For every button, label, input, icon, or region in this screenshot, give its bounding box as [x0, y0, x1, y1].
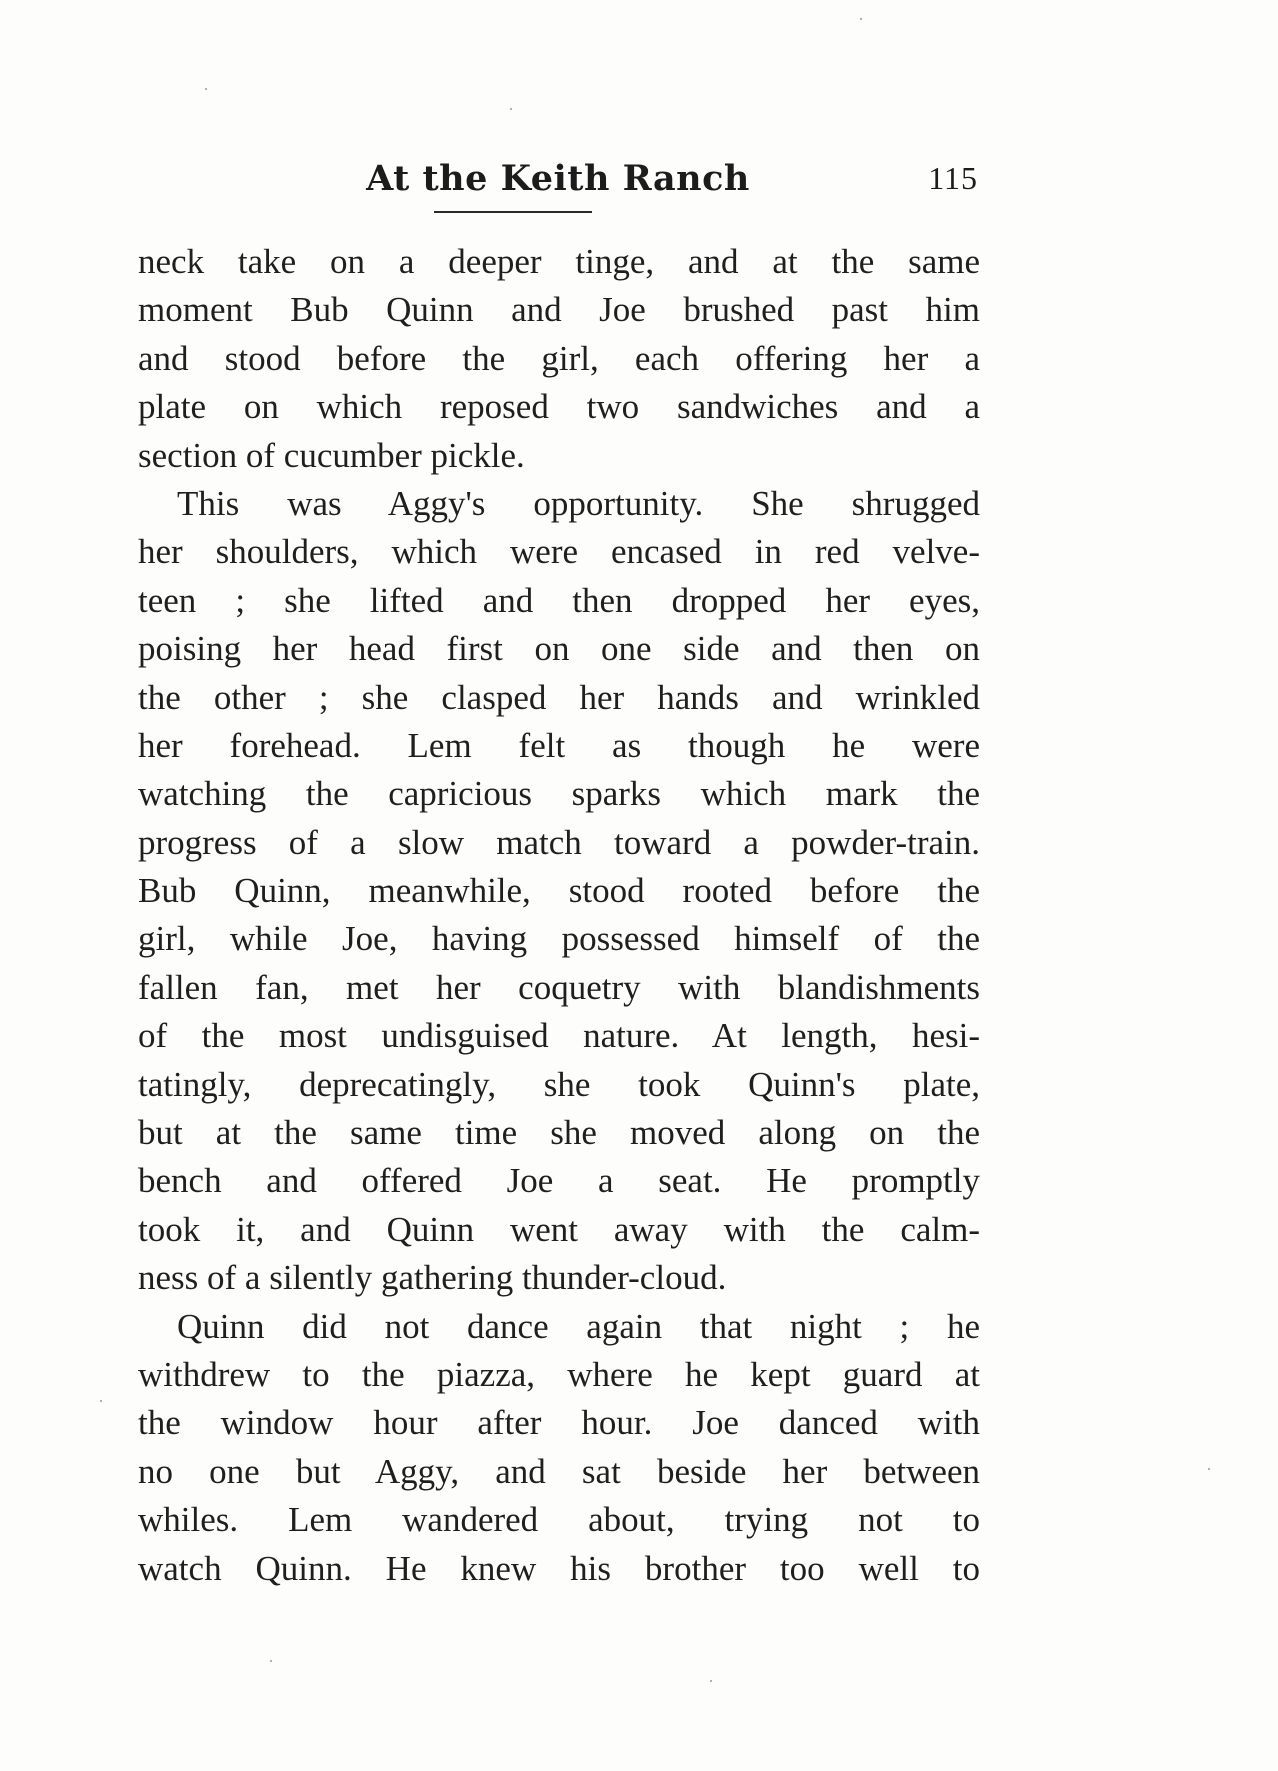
text-line: the window hour after hour. Joe danced with: [138, 1403, 980, 1443]
paragraph: [138, 1303, 980, 1593]
scan-speck: [1208, 1468, 1210, 1470]
text-line: and stood before the girl, each offering her a: [138, 338, 980, 378]
paragraph: [138, 238, 980, 480]
running-title: At the Keith Ranch: [366, 158, 750, 199]
text-line: watching the capricious sparks which mark the: [138, 774, 980, 814]
text-line: poising her head first on one side and then on: [138, 629, 980, 669]
text-line: the other ; she clasped her hands and wrinkled: [138, 677, 980, 717]
text-line: her shoulders, which were encased in red velve-: [138, 532, 980, 572]
text-line: section of cucumber pickle.: [138, 435, 525, 475]
text-line: moment Bub Quinn and Joe brushed past him: [138, 290, 980, 330]
text-line: fallen fan, met her coquetry with blandishments: [138, 967, 980, 1007]
body-text: [138, 238, 980, 1593]
text-line: progress of a slow match toward a powder-train.: [138, 822, 980, 862]
text-line: no one but Aggy, and sat beside her between: [138, 1451, 980, 1491]
text-line: bench and offered Joe a seat. He promptly: [138, 1161, 980, 1201]
scan-speck: [860, 18, 862, 20]
paragraph: [138, 480, 980, 1303]
scan-speck: [270, 1660, 272, 1662]
running-head: [138, 158, 978, 210]
text-line: but at the same time she moved along on the: [138, 1113, 980, 1153]
text-line: Quinn did not dance again that night ; he: [177, 1306, 980, 1346]
text-line: of the most undisguised nature. At length, hesi-: [138, 1016, 980, 1056]
text-line: her forehead. Lem felt as though he were: [138, 725, 980, 765]
text-line: withdrew to the piazza, where he kept guard at: [138, 1354, 980, 1394]
text-line: This was Aggy's opportunity. She shrugged: [177, 483, 980, 523]
page-number: 115: [928, 160, 978, 196]
scan-speck: [510, 108, 512, 110]
text-line: ness of a silently gathering thunder-cloud.: [138, 1258, 727, 1298]
scan-speck: [710, 1680, 712, 1682]
text-line: watch Quinn. He knew his brother too well to: [138, 1548, 980, 1588]
text-line: neck take on a deeper tinge, and at the same: [138, 242, 980, 281]
text-line: whiles. Lem wandered about, trying not to: [138, 1500, 980, 1540]
scan-speck: [205, 88, 207, 90]
header-rule: [434, 211, 592, 213]
text-line: teen ; she lifted and then dropped her eyes,: [138, 580, 980, 620]
scan-speck: [100, 1400, 102, 1402]
text-line: plate on which reposed two sandwiches and a: [138, 387, 980, 427]
text-line: took it, and Quinn went away with the calm-: [138, 1209, 980, 1249]
text-line: Bub Quinn, meanwhile, stood rooted before the: [138, 871, 980, 911]
text-line: girl, while Joe, having possessed himself of the: [138, 919, 980, 959]
text-line: tatingly, deprecatingly, she took Quinn's plate,: [138, 1064, 980, 1104]
